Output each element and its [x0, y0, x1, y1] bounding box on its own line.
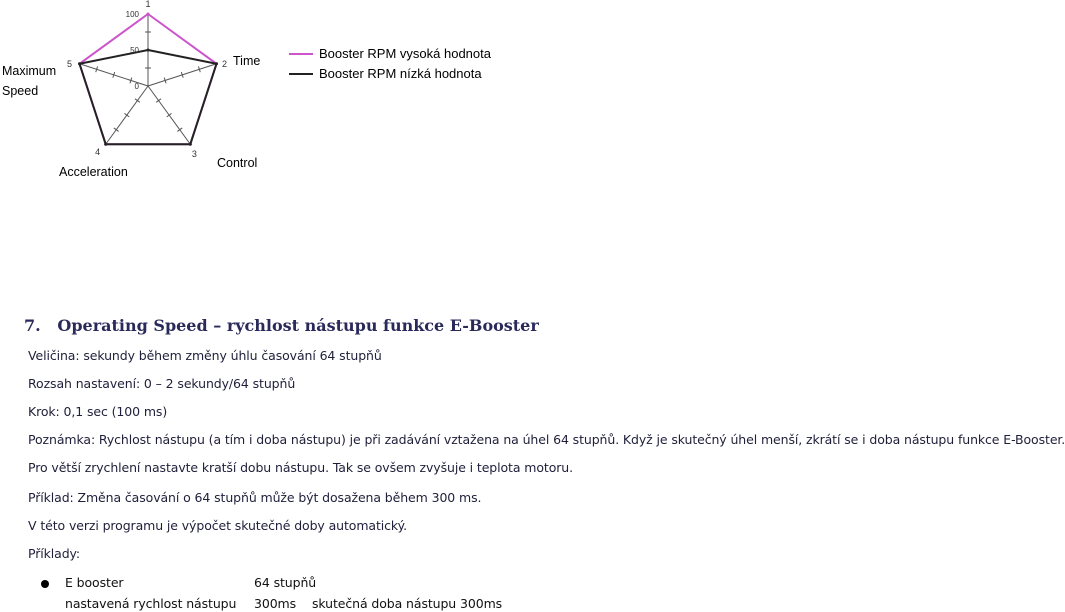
series-2-point-4	[104, 143, 107, 146]
axis-number-5: 5	[67, 58, 73, 69]
line-examples-heading: Příklady:	[28, 546, 81, 561]
example-row1-label: E booster	[65, 575, 124, 590]
section-number: 7.	[24, 316, 41, 335]
line-range: Rozsah nastavení: 0 – 2 sekundy/64 stupňů	[28, 376, 296, 391]
axis-tick-4-3	[114, 128, 119, 132]
bullet	[41, 580, 49, 588]
series-2-point-2	[215, 62, 218, 65]
example-row2-extra: skutečná doba nástupu 300ms	[312, 596, 503, 611]
legend-swatch-low	[289, 73, 313, 75]
axis-tick-3-2	[167, 113, 172, 117]
axis-number-1: 1	[145, 0, 151, 9]
scale-tick-100: 100	[125, 10, 139, 19]
example-row2-label: nastavená rychlost nástupu	[65, 596, 237, 611]
legend-label-high: Booster RPM vysoká hodnota	[319, 46, 491, 61]
series-2-point-5	[78, 62, 81, 65]
line-auto: V této verzi programu je výpočet skutečné doby automatický.	[28, 518, 408, 533]
axis-number-2: 2	[221, 58, 227, 69]
section-title: Operating Speed – rychlost nástupu funkce E-Booster	[57, 316, 539, 335]
legend-swatch-high	[289, 53, 313, 55]
line-example: Příklad: Změna časování o 64 stupňů může být dosažena během 300 ms.	[28, 490, 482, 505]
label-speed: Speed	[2, 84, 39, 98]
line-step: Krok: 0,1 sec (100 ms)	[28, 404, 168, 419]
label-acceleration: Acceleration	[59, 165, 128, 179]
line-tip: Pro větší zrychlení nastavte kratší dobu nástupu. Tak se ovšem zvyšuje i teplota motoru.	[28, 460, 574, 475]
line-note: Poznámka: Rychlost nástupu (a tím i doba nástupu) je při zadávání vztažena na úhel 64 stupňů. Když je skutečný úhel menší, zkrátí se i doba nástupu funkce E-Booster.	[28, 432, 1065, 447]
label-maximum: Maximum	[2, 64, 57, 78]
series-2-point-3	[189, 143, 192, 146]
line-quantity: Veličina: sekundy během změny úhlu časování 64 stupňů	[28, 348, 382, 363]
example-row1-value: 64 stupňů	[254, 575, 317, 590]
series-2-point-1	[147, 49, 150, 52]
axis-number-4: 4	[95, 147, 101, 158]
section-heading	[24, 316, 539, 335]
label-control: Control	[217, 156, 258, 170]
example-row2-value: 300ms	[254, 596, 297, 611]
legend-label-low: Booster RPM nízká hodnota	[319, 66, 482, 81]
radar-chart	[0, 0, 300, 160]
axis-tick-4-1	[135, 99, 140, 103]
scale-tick-0: 0	[134, 82, 139, 91]
axis-tick-4-2	[124, 113, 129, 117]
axis-number-3: 3	[191, 149, 197, 160]
series-1-point-1	[147, 13, 150, 16]
label-time: Time	[233, 54, 261, 68]
axis-tick-3-3	[177, 128, 182, 132]
scale-tick-50: 50	[130, 46, 139, 55]
axis-tick-3-1	[156, 99, 161, 103]
